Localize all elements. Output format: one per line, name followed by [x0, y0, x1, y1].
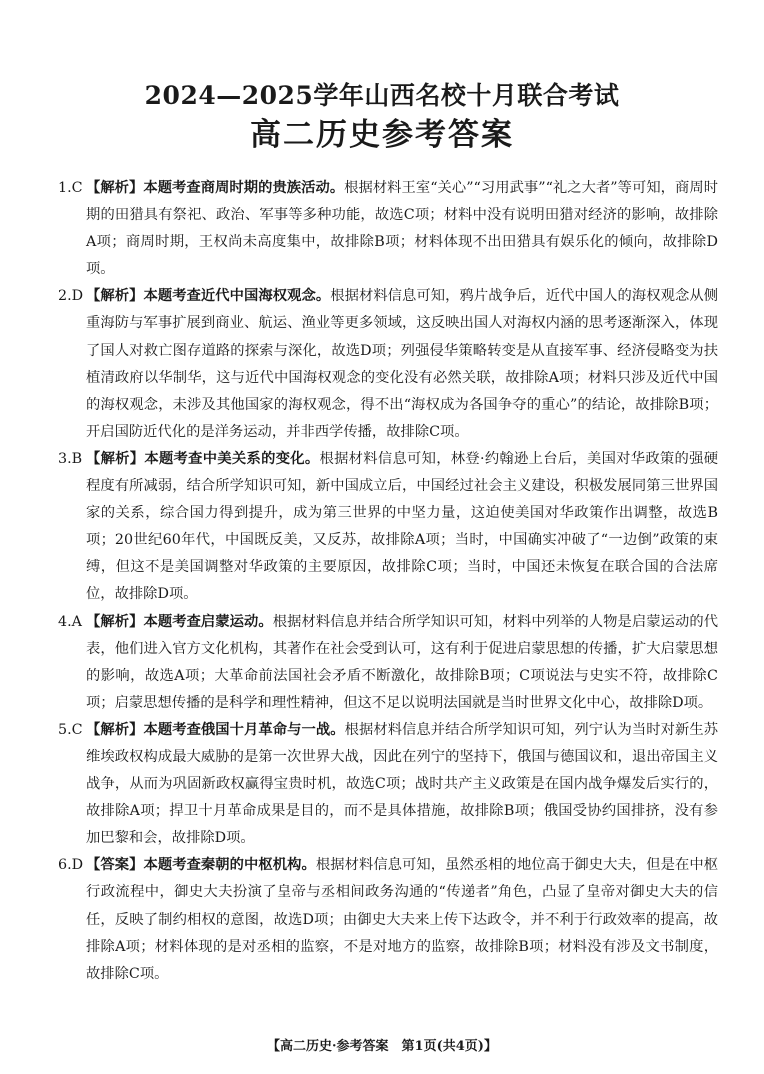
analysis-tag: 【解析】	[86, 288, 144, 305]
answer-number: 6.D	[58, 857, 84, 874]
answer-topic: 本题考查近代中国海权观念。	[143, 288, 331, 305]
answer-number: 2.D	[58, 288, 84, 305]
answer-topic: 本题考查中美关系的变化。	[144, 450, 320, 467]
answer-explanation: 根据材料信息可知，鸦片战争后，近代中国人的海权观念从侧重海防与军事扩展到商业、航运、渔业等更多领域，这反映出国人对海权内涵的思考逐渐深入，体现了国人对救亡图存道路的探索与深化，故选D项；列强侵华策略转变是从直接军事、经济侵略变为扶植清政府以华制华，这与近代中国海权观念的变化没有必然关联，故排除A项；材料只涉及近代中国的海权观念，未涉及其他国家的海权观念，得不出“海权成为各国争夺的重心”的结论，故排除B项；开启国防近代化的是洋务运动，并非西学传播，故排除C项。	[86, 288, 719, 440]
answer-explanation: 根据材料信息并结合所学知识可知，材料中列举的人物是启蒙运动的代表，他们进入官方文化机构，其著作在社会受到认可，这有利于促进启蒙思想的传播，扩大启蒙思想的影响，故选A项；大革命前法国社会矛盾不断激化，故排除B项；C项说法与史实不符，故排除C项；启蒙思想传播的是科学和理性精神，但这不足以说明法国就是当时世界文化中心，故排除D项。	[86, 613, 719, 711]
answer-number: 4.A	[58, 613, 82, 630]
analysis-tag: 【解析】	[86, 450, 145, 467]
exam-title: 2024—2025学年山西名校十月联合考试	[144, 81, 620, 110]
answer-item-2	[58, 283, 718, 446]
answer-number: 1.C	[58, 180, 83, 196]
answer-item-6	[58, 852, 718, 987]
answer-item-5	[58, 717, 718, 852]
answer-explanation: 根据材料王室“关心”“习用武事”“礼之大者”等可知，商周时期的田猎具有祭祀、政治、军事等多种功能，故选C项；材料中没有说明田猎对经济的影响，故排除A项；商周时期，王权尚未高度集中，故排除B项；材料体现不出田猎具有娱乐化的倾向，故排除D项。	[86, 180, 718, 278]
page-footer: 【高二历史·参考答案 第1页(共4页)】	[267, 1039, 497, 1054]
answer-topic: 本题考查商周时期的贵族活动。	[143, 180, 345, 196]
answer-explanation: 根据材料信息可知，虽然丞相的地位高于御史大夫，但是在中枢行政流程中，御史大夫扮演了皇帝与丞相间政务沟通的“传递者”角色，凸显了皇帝对御史大夫的信任，反映了制约相权的意图，故选D项；由御史大夫来上传下达政令，并不利于行政效率的提高，故排除A项；材料体现的是对丞相的监察，不是对地方的监察，故排除B项；材料没有涉及文书制度，故排除C项。	[86, 857, 719, 982]
answer-topic: 本题考查启蒙运动。	[143, 613, 273, 630]
answer-topic: 本题考查秦朝的中枢机构。	[143, 857, 316, 874]
analysis-tag: 【解析】	[86, 613, 144, 630]
answer-item-3	[58, 446, 718, 609]
answer-list	[58, 175, 718, 988]
document-subtitle: 高二历史参考答案	[250, 117, 514, 153]
answer-topic: 本题考查俄国十月革命与一战。	[143, 721, 345, 738]
answer-explanation: 根据材料信息可知，林登·约翰逊上台后，美国对华政策的强硬程度有所减弱，结合所学知识可知，新中国成立后，中国经过社会主义建设，积极发展同第三世界国家的关系，综合国力得到提升，成为第三世界的中坚力量，这迫使美国对华政策作出调整，故选B项；20世纪60年代，中国既反美，又反苏，故排除A项；当时，中国确实冲破了“一边倒”政策的束缚，但这不是美国调整对华政策的主要原因，故排除C项；当时，中国还未恢复在联合国的合法席位，故排除D项。	[86, 450, 719, 603]
answer-number: 5.C	[58, 721, 83, 738]
analysis-tag: 【解析】	[86, 721, 144, 738]
answer-explanation: 根据材料信息并结合所学知识可知，列宁认为当时对新生苏维埃政权构成最大威胁的是第一次世界大战，因此在列宁的坚持下，俄国与德国议和，退出帝国主义战争，从而为巩固新政权赢得宝贵时机，故选C项；战时共产主义政策是在国内战争爆发后实行的，故排除A项；捍卫十月革命成果是目的，而不是具体措施，故排除B项；俄国受协约国排挤，没有参加巴黎和会，故排除D项。	[86, 721, 719, 847]
answer-tag: 【答案】	[86, 857, 144, 874]
answer-item-1	[58, 175, 718, 283]
analysis-tag: 【解析】	[86, 180, 144, 196]
answer-item-4	[58, 609, 718, 717]
answer-number: 3.B	[58, 450, 83, 467]
